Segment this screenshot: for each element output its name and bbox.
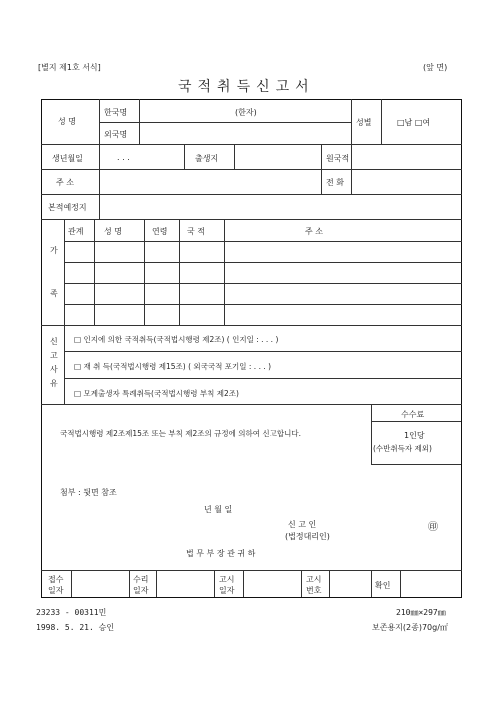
label-col-divider xyxy=(99,99,100,219)
reason-row-2 xyxy=(64,378,462,379)
hanja-label: (한자) xyxy=(235,108,257,117)
reason-acknowledgement[interactable]: □ 인지에 의한 국적취득(국적법시행령 제2조) ( 인지일 : . . . ) xyxy=(74,335,279,344)
family-col-2 xyxy=(144,219,145,325)
address-label: 주 소 xyxy=(56,178,74,187)
family-col-age: 연령 xyxy=(152,227,168,236)
family-side-2: 족 xyxy=(50,289,58,298)
sex-checkboxes[interactable]: □남 □여 xyxy=(397,118,431,127)
paper-size: 210㎜×297㎜ xyxy=(396,608,446,617)
form-code: 23233 - 00311민 xyxy=(36,608,107,617)
seal-mark: ㊞ xyxy=(428,522,438,533)
notice-no-label-2: 번호 xyxy=(306,586,322,595)
notice-no-label-1: 고시 xyxy=(306,575,322,584)
recipient-line: 법 무 부 장 관 귀 하 xyxy=(186,549,256,558)
reason-reacquisition[interactable]: □ 재 취 득(국적법시행령 제15조) ( 외국국적 포기일 : . . . ) xyxy=(74,362,272,371)
frame-right xyxy=(461,99,462,597)
family-side-divider xyxy=(64,219,65,325)
declaration-text: 국적법시행령 제2조제15조 또는 부칙 제2조의 규정에 의하여 신고합니다. xyxy=(60,429,302,438)
row-line-5 xyxy=(41,325,462,326)
family-col-nationality: 국 적 xyxy=(187,227,205,236)
fee-divider xyxy=(371,404,372,464)
proxy-label: (법정대리인) xyxy=(285,532,330,541)
name-type-divider xyxy=(139,99,140,144)
form-title: 국적취득신고서 xyxy=(178,79,315,95)
fee-value: 1인당 xyxy=(404,431,425,440)
applicant-signature-label: 신 고 인 xyxy=(288,520,317,529)
birthplace-label: 출생지 xyxy=(195,154,219,163)
accept-date-label-2: 일자 xyxy=(133,586,149,595)
birth-divider xyxy=(184,144,185,169)
foreign-name-label: 외국명 xyxy=(104,130,128,139)
paper-type: 보존용지(2종)70g/㎡ xyxy=(372,623,448,632)
reason-side-4: 유 xyxy=(50,379,58,388)
family-row-4 xyxy=(64,304,462,305)
birthplace-divider xyxy=(234,144,235,169)
family-col-relation: 관계 xyxy=(68,227,84,236)
fee-label: 수수료 xyxy=(401,410,425,419)
fee-bottom-line xyxy=(371,464,461,465)
sex-divider xyxy=(351,99,352,144)
birth-value[interactable]: . . . xyxy=(117,153,130,162)
footer-table-top xyxy=(41,570,462,571)
notice-date-label-2: 일자 xyxy=(219,586,235,595)
name-label: 성 명 xyxy=(58,117,76,126)
notice-date-label-1: 고시 xyxy=(219,575,235,584)
row-line-2 xyxy=(41,169,462,170)
page-side: (앞 면) xyxy=(423,63,448,72)
approval-date: 1998. 5. 21. 승인 xyxy=(36,623,115,632)
registry-label: 본적예정지 xyxy=(48,203,87,212)
korean-name-label: 한국명 xyxy=(104,108,128,117)
frame-bottom xyxy=(41,597,462,598)
phone-label: 전 화 xyxy=(326,178,344,187)
fee-note: (수반취득자 제외) xyxy=(373,444,432,453)
confirm-label: 확인 xyxy=(375,581,391,590)
row-line-6 xyxy=(41,404,462,405)
family-col-3 xyxy=(179,219,180,325)
family-col-name: 성 명 xyxy=(104,227,122,236)
family-row-3 xyxy=(64,283,462,284)
receipt-date-label-1: 접수 xyxy=(48,575,64,584)
date-line: 년 월 일 xyxy=(204,505,233,514)
former-nationality-label: 원국적 xyxy=(326,154,350,163)
reason-row-1 xyxy=(64,351,462,352)
family-row-2 xyxy=(64,262,462,263)
row-line-1 xyxy=(41,144,462,145)
frame-left xyxy=(41,99,42,597)
sex-label-divider xyxy=(381,99,382,144)
family-row-1 xyxy=(64,241,462,242)
family-side-1: 가 xyxy=(50,246,58,255)
reason-side-divider xyxy=(64,325,65,405)
fee-header-line xyxy=(371,421,461,422)
family-col-1 xyxy=(94,219,95,325)
frame-top xyxy=(41,99,462,100)
reason-side-1: 신 xyxy=(50,337,58,346)
birth-label: 생년월일 xyxy=(52,154,83,163)
receipt-date-label-2: 일자 xyxy=(48,586,64,595)
attachment-note: 첨부 : 뒷면 참조 xyxy=(60,488,117,497)
form-number: [별지 제1호 서식] xyxy=(38,63,101,72)
reason-side-2: 고 xyxy=(50,351,58,360)
reason-side-3: 사 xyxy=(50,365,58,374)
sex-label: 성별 xyxy=(356,118,372,127)
family-col-4 xyxy=(224,219,225,325)
family-col-address: 주 소 xyxy=(305,227,323,236)
name-row-divider xyxy=(99,122,351,123)
row-line-3 xyxy=(41,194,462,195)
row-line-4 xyxy=(41,219,462,220)
accept-date-label-1: 수리 xyxy=(133,575,149,584)
reason-maternal-special[interactable]: □ 모계출생자 특례취득(국적법시행령 부칙 제2조) xyxy=(74,389,239,398)
